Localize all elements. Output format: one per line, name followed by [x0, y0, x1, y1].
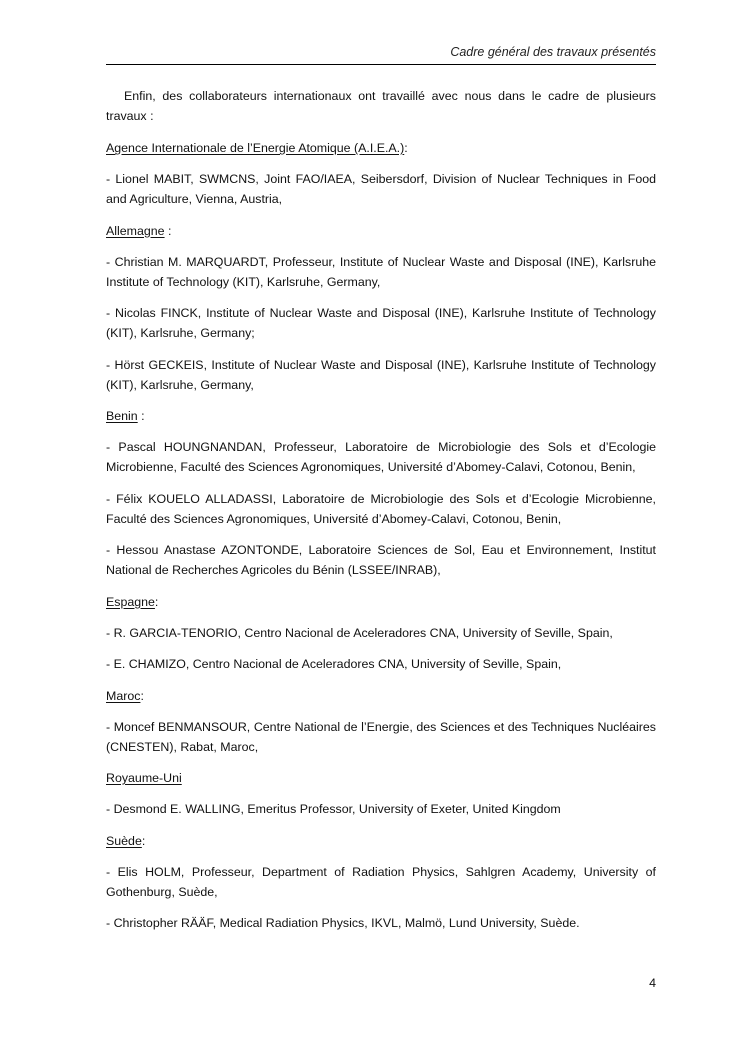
section-heading-label: Allemagne: [106, 223, 165, 238]
collaborator-entry: - Nicolas FINCK, Institute of Nuclear Waste and Disposal (INE), Karlsruhe Institute of Technology (KIT), Karlsruhe, Germany;: [106, 306, 656, 340]
section-heading-label: Royaume-Uni: [106, 771, 182, 785]
collaborator-entry: - R. GARCIA-TENORIO, Centro Nacional de Aceleradores CNA, University of Seville, Spain,: [106, 625, 613, 640]
collaborator-entry: - Moncef BENMANSOUR, Centre National de l’Energie, des Sciences et des Techniques Nucléaires (CNESTEN), Rabat, Maroc,: [106, 719, 656, 754]
section-heading-label: Espagne: [106, 594, 155, 609]
collaborator-entry: - Pascal HOUNGNANDAN, Professeur, Laboratoire de Microbiologie des Sols et d’Ecologie Microbienne, Faculté des Sciences Agronomiques, Université d’Abomey-Calavi, Cotonou, Benin,: [106, 440, 656, 474]
section-heading-label: Benin: [106, 409, 138, 423]
collaborator-entry: - Félix KOUELO ALLADASSI, Laboratoire de Microbiologie des Sols et d’Ecologie Microbienne, Faculté des Sciences Agronomiques, Université d’Abomey-Calavi, Cotonou, Benin,: [106, 491, 656, 526]
section-heading-allemagne: [106, 221, 656, 241]
page-body: [106, 86, 656, 945]
section-heading-aiea: [106, 138, 656, 158]
page-number: 4: [649, 976, 656, 990]
section-heading-maroc: [106, 686, 656, 706]
collaborator-entry: - Desmond E. WALLING, Emeritus Professor, University of Exeter, United Kingdom: [106, 802, 561, 816]
section-heading-espagne: [106, 592, 656, 612]
section-heading-label: Suède: [106, 833, 142, 848]
section-heading-suffix: :: [137, 409, 145, 423]
section-heading-suffix: :: [140, 688, 144, 703]
section-heading-suffix: :: [141, 833, 146, 848]
header-rule: [106, 64, 656, 65]
intro-paragraph: Enfin, des collaborateurs internationaux ont travaillé avec nous dans le cadre de plusieurs travaux :: [106, 89, 656, 123]
section-heading-suffix: :: [154, 594, 159, 609]
collaborator-entry: - E. CHAMIZO, Centro Nacional de Aceleradores CNA, University of Seville, Spain,: [106, 657, 562, 671]
collaborator-entry: - Hessou Anastase AZONTONDE, Laboratoire Sciences de Sol, Eau et Environnement, Institut National de Recherches Agricoles du Bénin (LSSEE/INRAB),: [106, 543, 656, 577]
section-heading-suede: [106, 831, 656, 851]
section-heading-label: Agence Internationale de l’Energie Atomique (A.I.E.A.): [106, 141, 405, 155]
running-header: Cadre général des travaux présentés: [450, 45, 656, 59]
section-heading-royaume-uni: [106, 768, 656, 788]
collaborator-entry: - Hörst GECKEIS, Institute of Nuclear Waste and Disposal (INE), Karlsruhe Institute of Technology (KIT), Karlsruhe, Germany,: [106, 357, 656, 392]
collaborator-entry: - Christopher RÄÄF, Medical Radiation Physics, IKVL, Malmö, Lund University, Suède.: [106, 916, 580, 930]
section-heading-benin: [106, 406, 656, 426]
collaborator-entry: - Christian M. MARQUARDT, Professeur, Institute of Nuclear Waste and Disposal (INE), Karlsruhe Institute of Technology (KIT), Karlsruhe, Germany,: [106, 254, 656, 289]
collaborator-entry: - Lionel MABIT, SWMCNS, Joint FAO/IAEA, Seibersdorf, Division of Nuclear Techniques in Food and Agriculture, Vienna, Austria,: [106, 172, 656, 206]
section-heading-label: Maroc: [106, 688, 141, 703]
collaborator-entry: - Elis HOLM, Professeur, Department of Radiation Physics, Sahlgren Academy, University of Gothenburg, Suède,: [106, 864, 656, 899]
section-heading-suffix: :: [164, 223, 172, 238]
section-heading-suffix: :: [404, 141, 408, 155]
